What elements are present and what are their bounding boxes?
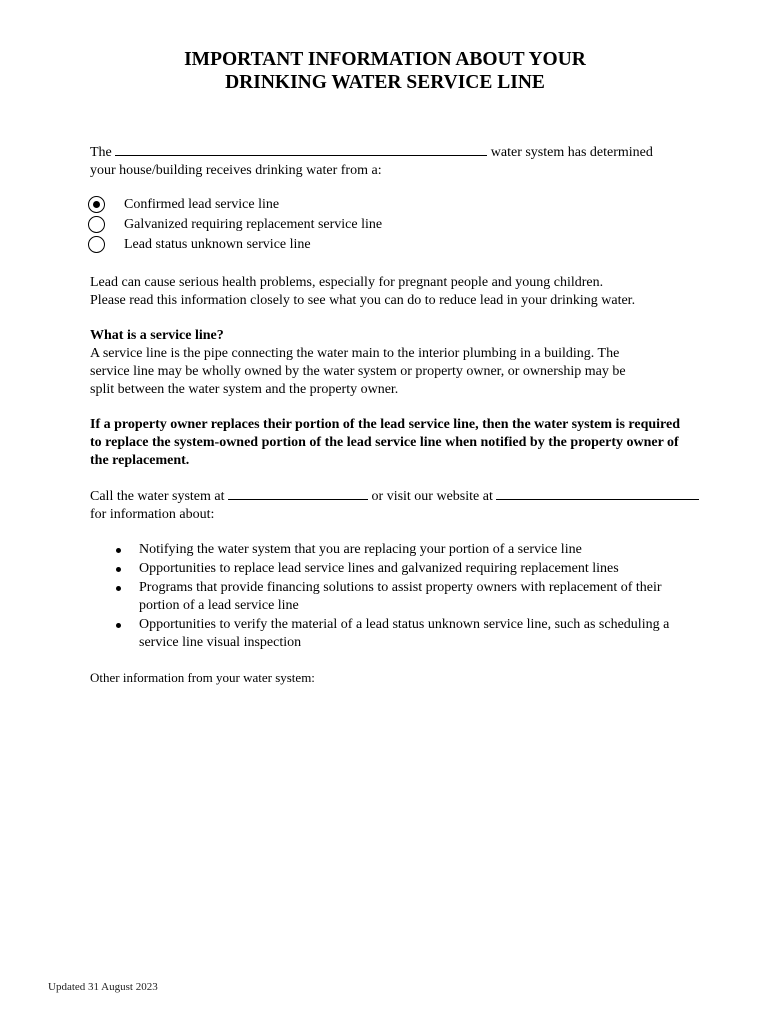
radio-checked-icon[interactable] <box>88 196 105 213</box>
phone-number-field[interactable] <box>228 486 368 500</box>
bullet-icon <box>116 548 121 553</box>
notice-line-2: to replace the system-owned portion of the lead service line when notified by the property owner of <box>90 435 679 450</box>
document-title <box>0 48 770 94</box>
intro-line-2: your house/building receives drinking water from a: <box>90 162 382 178</box>
bullet-icon <box>116 586 121 591</box>
option-confirmed-lead[interactable] <box>88 195 588 215</box>
list-item: Opportunities to replace lead service lines and galvanized requiring replacement lines <box>112 560 722 578</box>
health-line-1: Lead can cause serious health problems, especially for pregnant people and young children. <box>90 275 604 290</box>
service-line-text-1: A service line is the pipe connecting the water main to the interior plumbing in a building. The <box>90 346 620 361</box>
service-line-section <box>90 327 730 399</box>
intro-suffix: water system has determined <box>490 145 653 160</box>
contact-middle: or visit our website at <box>371 489 493 504</box>
notice-line-3: the replacement. <box>90 453 190 468</box>
option-lead-status-unknown[interactable] <box>88 235 588 255</box>
water-system-name-field[interactable] <box>115 142 487 156</box>
information-list <box>112 541 722 653</box>
replacement-notice <box>90 416 730 470</box>
contact-prefix: Call the water system at <box>90 489 225 504</box>
service-line-text-2: service line may be wholly owned by the water system or property owner, or ownership may be <box>90 364 626 379</box>
option-label: Lead status unknown service line <box>124 237 311 252</box>
option-label: Confirmed lead service line <box>124 197 280 212</box>
option-label: Galvanized requiring replacement service line <box>124 217 383 232</box>
option-galvanized[interactable] <box>88 215 588 235</box>
contact-line-2: for information about: <box>90 507 215 522</box>
list-item: Notifying the water system that you are replacing your portion of a service line <box>112 541 722 559</box>
updated-date-footer: Updated 31 August 2023 <box>48 981 158 993</box>
intro-prefix: The <box>90 145 112 160</box>
health-paragraph <box>90 274 730 310</box>
contact-paragraph <box>90 486 730 524</box>
radio-unchecked-icon[interactable] <box>88 216 105 233</box>
list-item: Opportunities to verify the material of a lead status unknown service line, such as scheduling a service line visual inspection <box>112 616 722 652</box>
title-line-1: IMPORTANT INFORMATION ABOUT YOUR <box>184 49 586 70</box>
service-line-text-3: split between the water system and the property owner. <box>90 382 399 397</box>
service-line-heading: What is a service line? <box>90 328 224 343</box>
title-line-2: DRINKING WATER SERVICE LINE <box>225 72 545 93</box>
intro-paragraph <box>90 142 710 179</box>
other-information-label: Other information from your water system: <box>90 670 315 685</box>
bullet-icon <box>116 567 121 572</box>
website-field[interactable] <box>496 486 699 500</box>
service-line-type-options <box>88 195 588 255</box>
notice-line-1: If a property owner replaces their portion of the lead service line, then the water system is required <box>90 417 680 432</box>
radio-unchecked-icon[interactable] <box>88 236 105 253</box>
bullet-icon <box>116 623 121 628</box>
list-item: Programs that provide financing solutions to assist property owners with replacement of their portion of a lead service line <box>112 579 722 615</box>
health-line-2: Please read this information closely to see what you can do to reduce lead in your drinking water. <box>90 293 636 308</box>
